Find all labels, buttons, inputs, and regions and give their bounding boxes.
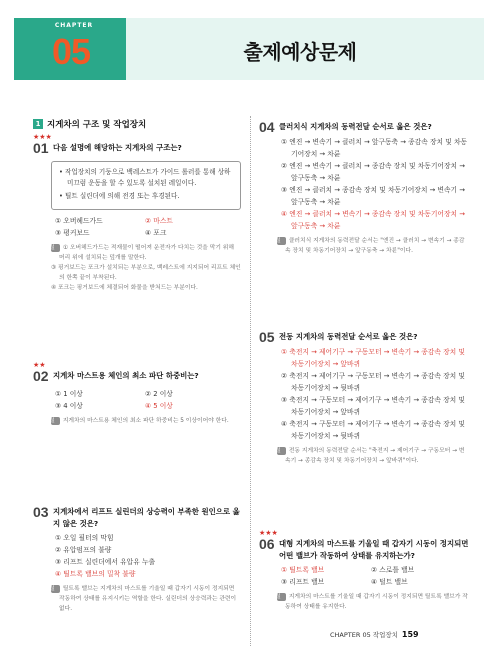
option-correct[interactable]: ④ 엔진 → 클러치 → 변속기 → 종감속 장치 및 차동기어장치 → 앞구동축 → 차륜 [281, 210, 465, 230]
section-number: 1 [33, 119, 43, 129]
explanation-text: ① 오버헤드가드는 적재물이 떨어져 운전자가 다치는 것을 막기 위해 머리 위에 설치되는 덮개를 말한다. [59, 245, 234, 261]
explanation-tag: 해설 [51, 244, 60, 252]
explanation-tag: 해설 [277, 237, 286, 245]
question-number: 06 [259, 536, 275, 552]
question-text: 지게차 마스트용 체인의 최소 파단 하중비는? [53, 371, 199, 380]
question-number: 01 [33, 140, 49, 156]
column-divider [250, 116, 251, 646]
question-number: 02 [33, 368, 49, 384]
question-number: 03 [33, 504, 49, 520]
question-03 [33, 505, 241, 614]
explanation-tag: 해설 [277, 447, 286, 455]
question-text: 클러치식 지게차의 동력전달 순서로 옳은 것은? [279, 122, 432, 131]
question-05 [259, 330, 469, 466]
option[interactable]: ② 유압펌프의 불량 [55, 546, 112, 554]
explanation-text: 지게차의 마스트용 체인의 최소 파단 하중비는 5 이상이어야 한다. [62, 418, 229, 424]
options [281, 136, 469, 232]
page-title: 출제예상문제 [243, 40, 357, 64]
question-number: 04 [259, 119, 275, 135]
question-box [51, 161, 241, 210]
explanation-tag: 해설 [51, 417, 60, 425]
box-line: • 작업장치의 기둥으로 백레스트가 가이드 롤러를 통해 상하 미끄럼 운동을 할 수 있도록 설치된 레일이다. [59, 168, 231, 187]
options [55, 388, 241, 412]
explanation-tag: 해설 [51, 585, 60, 593]
explanation [271, 592, 469, 612]
explanation [45, 243, 241, 293]
question-04 [259, 120, 469, 256]
explanation-tag: 해설 [277, 593, 286, 601]
option[interactable]: ④ 축전지 → 구동모터 → 제어기구 → 변속기 → 종감속 장치 및 차동기어장치 → 뒷바퀴 [281, 420, 465, 440]
option-correct[interactable]: ① 축전지 → 제어기구 → 구동모터 → 변속기 → 종감속 장치 및 차동기어장치 → 앞바퀴 [281, 348, 465, 368]
option[interactable]: ③ 축전지 → 구동모터 → 제어기구 → 변속기 → 종감속 장치 및 차동기어장치 → 앞바퀴 [281, 396, 465, 416]
option[interactable]: ② 2 이상 [145, 390, 173, 398]
difficulty-stars: ★★ [33, 361, 46, 369]
question-text: 대형 지게차의 마스트를 기울일 때 갑자기 시동이 정지되면 어떤 밸브가 작동하여 상태를 유지하는가? [279, 539, 469, 560]
option-correct[interactable]: ④ 틸트록 밸브의 밀착 불량 [55, 570, 136, 578]
options [55, 215, 241, 239]
options [55, 532, 241, 580]
section-heading [33, 118, 146, 130]
explanation [271, 236, 469, 256]
question-02 [33, 362, 241, 426]
options [281, 346, 469, 442]
option-correct[interactable]: ④ 5 이상 [145, 402, 173, 410]
explanation [45, 416, 241, 426]
footer-chapter: CHAPTER 05 작업장치 [330, 631, 398, 639]
explanation-text: 전동 지게차의 동력전달 순서는 "축전지 → 제어기구 → 구동모터 → 변속기 → 종감속 장치 및 차동기어장치 → 앞바퀴"이다. [285, 448, 465, 464]
question-text: 전동 지게차의 동력전달 순서로 옳은 것은? [279, 332, 418, 341]
question-01 [33, 134, 241, 293]
option[interactable]: ④ 포크 [145, 229, 167, 237]
difficulty-stars: ★★★ [33, 133, 52, 141]
option-correct[interactable]: ② 마스트 [145, 217, 173, 225]
option[interactable]: ③ 평커보드 [55, 229, 90, 237]
explanation [271, 446, 469, 466]
option[interactable]: ② 스로틀 밸브 [371, 566, 415, 574]
option[interactable]: ② 축전지 → 제어기구 → 구동모터 → 변속기 → 종감속 장치 및 차동기어장치 → 뒷바퀴 [281, 372, 465, 392]
explanation-text: ④ 포크는 핑거보드에 체결되어 화물을 받쳐드는 부분이다. [51, 285, 198, 291]
explanation [45, 584, 241, 614]
option[interactable]: ③ 4 이상 [55, 402, 83, 410]
chapter-label: CHAPTER [54, 22, 94, 29]
option-correct[interactable]: ① 틸트록 밸브 [281, 566, 325, 574]
option[interactable]: ④ 털트 밸브 [371, 578, 408, 586]
explanation-text: 클러치식 지게차의 동력전달 순서는 "엔진 → 클러치 → 변속기 → 종감속 장치 및 차동기어장치 → 앞구동축 → 차륜"이다. [285, 238, 465, 254]
explanation-text: ③ 핑거보드는 포크가 설치되는 부분으로, 백레스트에 지지되어 리프트 체인의 한쪽 끝이 부착된다. [51, 265, 241, 281]
question-text: 다음 설명에 해당하는 지게차의 구조는? [53, 143, 182, 152]
page-number: 159 [401, 630, 419, 639]
chapter-number: 05 [52, 31, 91, 72]
explanation-text: 지게차의 마스트를 기울일 때 갑자기 시동이 정지되면 틸트록 밸브가 작동하여 상태를 유지한다. [285, 594, 468, 610]
options [281, 564, 469, 588]
box-line: • 틸트 실린더에 의해 전경 또는 후경된다. [59, 192, 180, 200]
option[interactable]: ② 엔진 → 변속기 → 클러치 → 종감속 장치 및 차동기어장치 → 앞구동축 → 차륜 [281, 162, 465, 182]
option[interactable]: ① 오버헤드가드 [55, 217, 103, 225]
option[interactable]: ③ 리프트 실린더에서 유압유 누출 [55, 558, 156, 566]
section-title: 지게차의 구조 및 작업장치 [47, 120, 147, 130]
option[interactable]: ③ 리프트 밸브 [281, 578, 325, 586]
difficulty-stars: ★★★ [259, 529, 278, 537]
question-number: 05 [259, 329, 275, 345]
explanation-text: 틸트록 밸브는 지게차의 마스트를 기울일 때 갑자기 시동이 정지되면 작동하여 상태를 유지시키는 역할을 한다. 실린더의 상승력과는 관련이 없다. [59, 586, 237, 612]
option[interactable]: ① 오일 필터의 막힘 [55, 534, 114, 542]
question-text: 지게차에서 리프트 실린더의 상승력이 부족한 원인으로 옳지 않은 것은? [53, 507, 240, 528]
option[interactable]: ③ 엔진 → 클러치 → 종감속 장치 및 차동기어장치 → 변속기 → 앞구동축 → 차륜 [281, 186, 465, 206]
option[interactable]: ① 엔진 → 변속기 → 클러치 → 앞구동축 → 종감속 장치 및 차동기어장치 → 차륜 [281, 138, 468, 158]
option[interactable]: ① 1 이상 [55, 390, 83, 398]
page-footer [330, 630, 419, 639]
question-06 [259, 530, 469, 612]
